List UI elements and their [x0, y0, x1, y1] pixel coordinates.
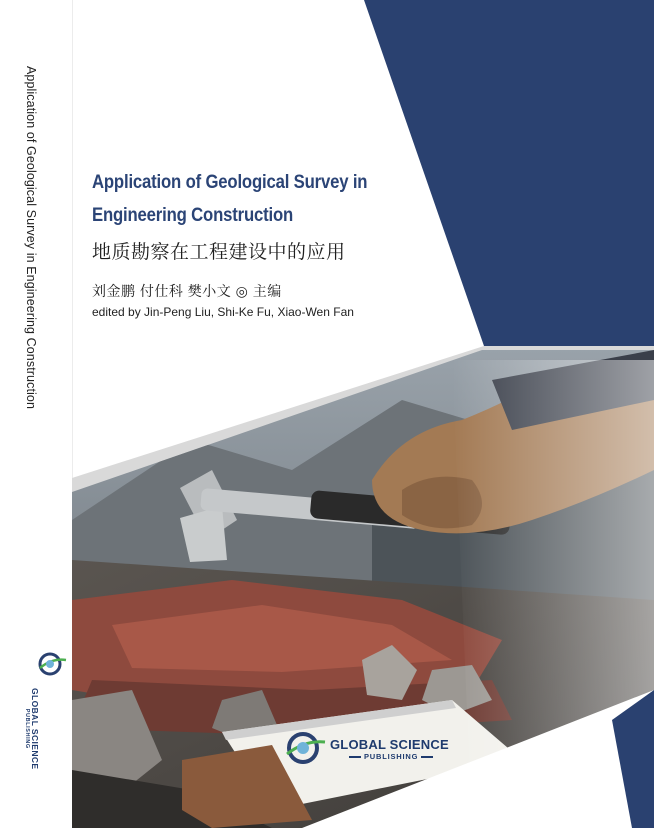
title-chinese: 地质勘察在工程建设中的应用: [92, 242, 346, 263]
spine-publisher-name: GLOBAL SCIENCE: [30, 688, 40, 770]
spine-publisher: [24, 688, 40, 769]
title-english: [92, 166, 382, 232]
title-english-line1: Application of Geological Survey in: [92, 172, 368, 193]
publisher-name: GLOBAL SCIENCE: [330, 737, 449, 752]
cover-artwork: [72, 0, 654, 828]
spine-title: Application of Geological Survey in Engineering Construction: [24, 66, 38, 409]
authors-english: edited by Jin-Peng Liu, Shi-Ke Fu, Xiao-Wen Fan: [92, 305, 354, 319]
title-english-line2: Engineering Construction: [92, 205, 294, 226]
navy-top-shape: [364, 0, 654, 346]
book-spine: [0, 0, 73, 828]
globe-swoosh-icon: [283, 726, 327, 770]
authors-chinese: 刘金鹏 付仕科 樊小文 ◎ 主编: [92, 283, 282, 299]
publisher-sub: PUBLISHING: [346, 752, 436, 761]
spine-publisher-sub: PUBLISHING: [24, 708, 30, 749]
spine-globe-logo-icon: [36, 648, 68, 680]
